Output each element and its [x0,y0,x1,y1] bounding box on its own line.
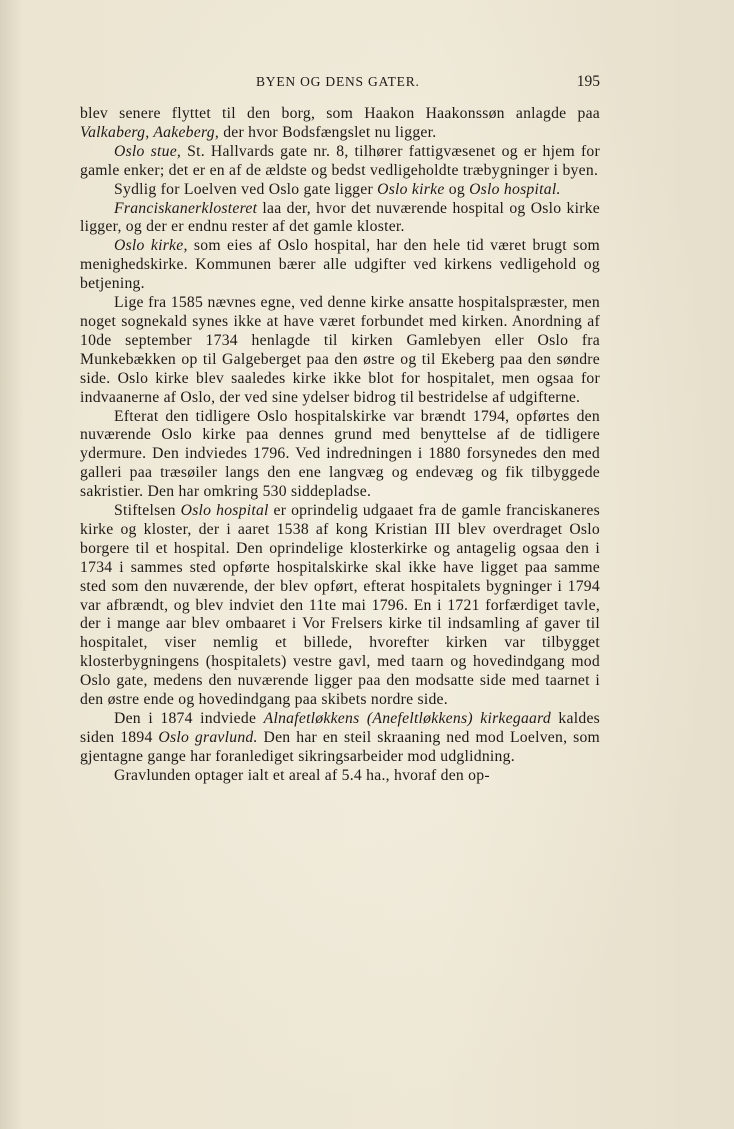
paragraph [80,237,600,294]
text-run: Stiftelsen [114,502,181,520]
italic-text-run: Oslo stue, [114,142,182,160]
paragraph [80,767,600,786]
text-run: blev senere flyttet til den borg, som Haakon Haakonssøn anlagde paa [80,105,600,122]
text-run: som eies af Oslo hospital, har den hele tid været brugt som menighedskirke. Kommunen bærer alle udgifter ved kirkens vedligehold og betjening. [80,237,600,293]
italic-text-run: Oslo kirke [377,180,445,198]
italic-text-run: Franciskanerklosteret [114,199,258,217]
italic-text-run: Valkaberg, Aakeberg, [80,123,220,141]
paragraph [80,105,600,143]
paragraph [80,294,600,407]
running-head: BYEN OG DENS GATER. [256,74,420,89]
italic-text-run: Alnafetløkkens (Anefeltløkkens) kirkegaard [263,710,551,727]
page-number: 195 [576,73,600,90]
text-run: Sydlig for Loelven ved Oslo gate ligger [114,180,378,198]
italic-text-run: Oslo hospital [180,502,269,520]
text-run: Efterat den tidligere Oslo hospitalskirke var brændt 1794, opførtes den nuværende Oslo kirke paa dennes grund med benyttelse af de tidligere ydermure. Den indviedes 1796. Ved indredningen i 1880 forsynedes den med galleri paa træsøiler langs den ene langvæg og endevæg og fik tilbyggede sakristier. Den har omkring 530 siddepladse. [80,407,600,501]
italic-text-run: Oslo gravlund. [158,728,258,746]
text-run: og [444,180,470,198]
text-run: der hvor Bodsfængslet nu ligger. [219,123,437,141]
paragraph [80,181,600,200]
italic-text-run: Oslo kirke, [114,237,188,255]
text-run: Lige fra 1585 nævnes egne, ved denne kirke ansatte hospitalspræster, men noget sognekald synes ikke at have været forbundet med kirken. Anordning af 10de september 1734 henlagde til kirken Gamlebyen eller Oslo fra Munkebækken op til Galgeberget paa den østre og til Ekeberg paa den søndre side. Oslo kirke blev saaledes kirke ikke blot for hospitalet, men ogsaa for indvaanerne af Oslo, der ved sine ydelser bidrog til bestridelse af udgifterne. [80,294,600,406]
italic-text-run: Oslo hospital. [469,180,561,198]
paragraph [80,710,600,767]
text-run: Den har en steil skraaning ned mod Loelven, som gjentagne gange har foranlediget sikringsarbeider mod udglidning. [80,728,600,765]
body-text [80,105,600,786]
paragraph [80,200,600,238]
paragraph [80,502,600,710]
text-run: laa der, hvor det nuværende hospital og Oslo kirke ligger, og der er endnu rester af det gamle kloster. [80,199,600,236]
text-run: St. Hallvards gate nr. 8, tilhører fattigvæsenet og er hjem for gamle enker; det er en af de ældste og bedst vedligeholdte træbygninger i byen. [80,142,600,179]
text-run: er oprindelig udgaaet fra de gamle franciskaneres kirke og kloster, der i aaret 1538 af kong Kristian III blev overdraget Oslo borgere til et hospital. Den oprindelige klosterkirke og antagelig ogsaa den i 1734 i sammes sted opførte hospitalskirke skal ikke have ligget paa samme sted som den nuværende, der blev opført, efterat hospitalets bygninger i 1794 var afbrændt, og blev indviet den 11te mai 1796. En i 1721 forfærdiget tavle, der i mange aar blev ombaaret i Vor Frelsers kirke til indsamling af gaver til hospitalet, viser nemlig et billede, hvorefter kirken var tilbygget klosterbygningens (hospitalets) vestre gavl, med taarn og hovedindgang mod Oslo gate, medens den nuværende ligger paa den modsatte side med taarnet i den østre ende og hovedindgang paa skibets nordre side. [80,502,600,709]
text-run: Gravlunden optager ialt et areal af 5.4 ha., hvoraf den op- [114,766,490,784]
paragraph [80,143,600,181]
text-run: Den i 1874 indviede [114,710,264,727]
page-header [80,74,600,94]
text-run: kaldes siden 1894 [80,710,601,746]
paragraph [80,408,600,503]
